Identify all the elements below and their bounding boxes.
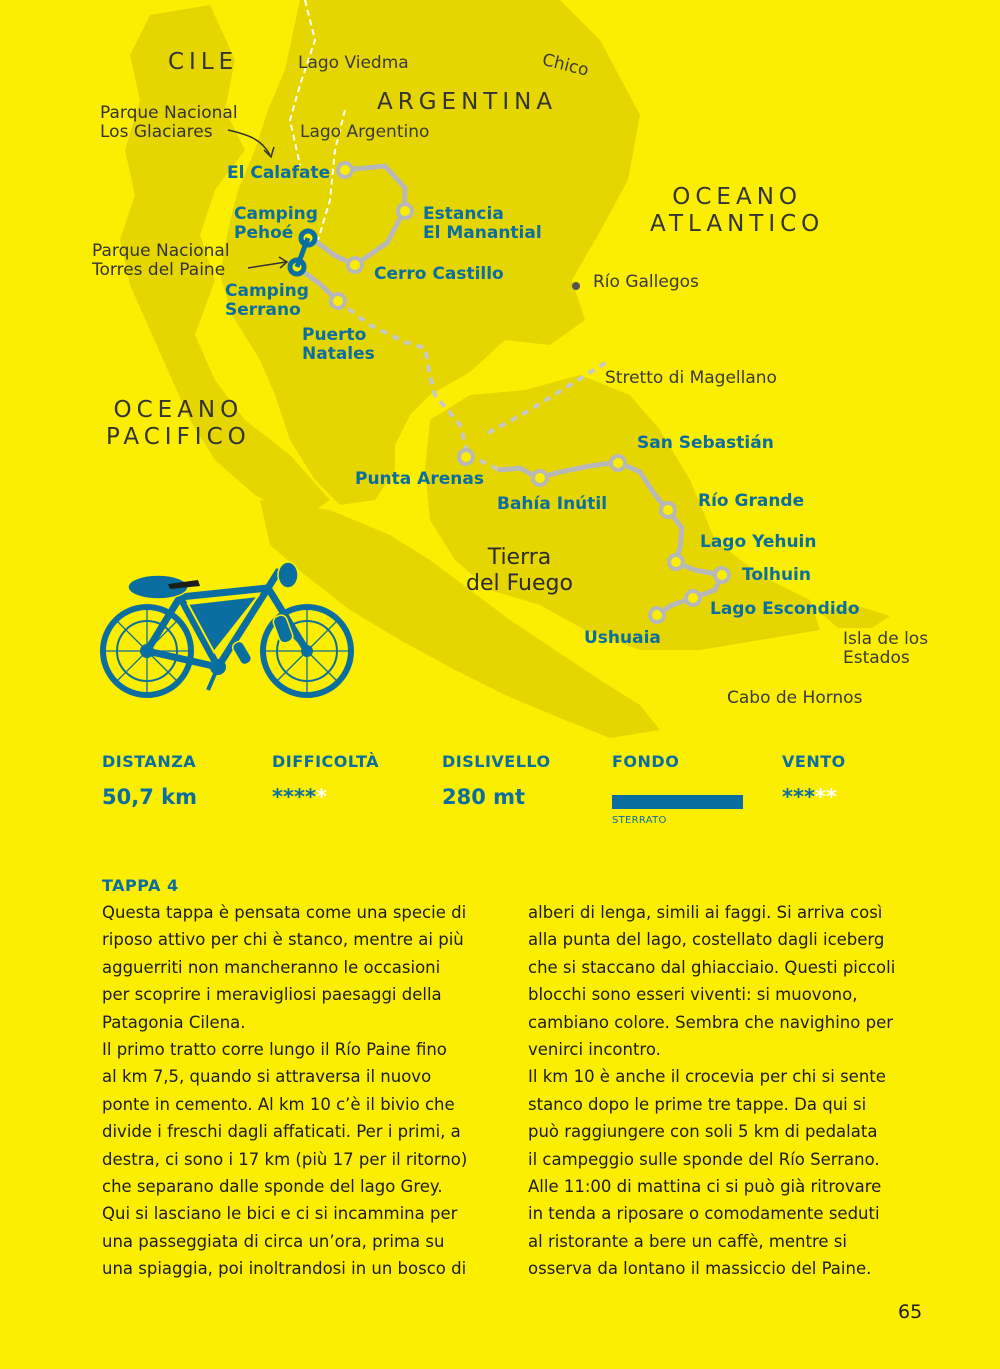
place-stretto-magellano: Stretto di Magellano [605,368,777,388]
stop-marker-icon [611,456,625,470]
text-line: riposo attivo per chi è stanco, mentre ai più [102,930,464,950]
ocean-label-atlantic [650,184,824,238]
park-glaciares-line: Los Glaciares [100,122,213,142]
stop-label-ushuaia: Ushuaia [584,628,661,648]
stop-label-rio-grande: Río Grande [698,491,805,511]
stat-vento-label: VENTO [782,752,846,771]
text-line: blocchi sono esseri viventi: si muovono, [528,985,858,1005]
stop-label-cerro-castillo: Cerro Castillo [374,264,504,284]
place-isla-estados [843,630,928,668]
place-rio-gallegos: Río Gallegos [593,272,699,292]
ocean-label-pacific [106,397,251,451]
stop-label-line: Serrano [225,300,301,320]
text-line: per scoprire i meravigliosi paesaggi della [102,985,442,1005]
text-line: al km 7,5, quando si attraversa il nuovo [102,1067,432,1087]
place-isla-estados-line: Estados [843,648,910,668]
text-line: in tenda a riposare o comodamente seduti [528,1204,880,1224]
star-empty-icon: ** [814,785,837,809]
stop-marker-icon [661,503,675,517]
text-line: Il primo tratto corre lungo il Río Paine fino [102,1040,447,1060]
place-lago-viedma: Lago Viedma [298,53,409,73]
stat-distanza [102,752,197,809]
region-tierra-del-fuego [466,545,573,597]
text-line: che si staccano dal ghiacciaio. Questi piccoli [528,957,896,977]
stop-label-lago-yehuin: Lago Yehuin [700,532,817,552]
park-glaciares [100,104,238,142]
stop-marker-icon [338,163,352,177]
stop-label-line: Natales [302,344,375,364]
text-line: divide i freschi dagli affaticati. Per i primi, a [102,1122,461,1142]
stop-label-punta-arenas: Punta Arenas [355,469,484,489]
star-empty-icon: * [315,785,327,809]
ocean-label-atlantic-line: ATLANTICO [650,211,825,237]
stop-marker-icon [459,450,473,464]
stop-marker-icon [398,204,412,218]
stat-fondo [612,752,743,826]
stat-vento [782,752,846,809]
text-line: può raggiungere con soli 5 km di pedalata [528,1122,878,1142]
place-chico: Chico [540,50,591,81]
region-line: del Fuego [466,571,573,596]
text-line: che separano dalle sponde del lago Grey. [102,1177,443,1197]
text-line: Alle 11:00 di mattina ci si può già ritrovare [528,1177,882,1197]
stop-label-lago-escondido: Lago Escondido [710,599,860,619]
stop-label-tolhuin: Tolhuin [742,565,811,585]
park-torres-line: Parque Nacional [92,241,230,261]
ocean-label-pacific-line: OCEANO [113,397,244,423]
text-line: alla punta del lago, costellato dagli iceberg [528,930,885,950]
stop-marker-icon [533,471,547,485]
stop-label-puerto-natales [302,326,375,364]
stat-dislivello-label: DISLIVELLO [442,752,551,771]
stat-fondo-label: FONDO [612,752,680,771]
fondo-bar [612,795,743,809]
stat-difficolta [272,752,379,809]
stage-title: TAPPA 4 [102,876,179,895]
star-filled-icon: *** [782,785,815,809]
stop-marker-icon [650,608,664,622]
stat-difficolta-label: DIFFICOLTÀ [272,752,379,771]
stop-label-line: Estancia [423,204,504,224]
ocean-label-pacific-line: PACIFICO [106,424,251,450]
city-dot-icon [572,282,580,290]
stop-marker-icon [348,258,362,272]
stop-label-bahia-inutil: Bahía Inútil [497,494,608,514]
stop-marker-icon [331,294,345,308]
stop-label-line: Pehoé [234,223,294,243]
place-isla-estados-line: Isla de los [843,629,929,649]
stop-label-el-calafate: El Calafate [227,163,331,183]
bicycle-icon [103,562,351,695]
park-torres [92,242,230,280]
fondo-caption: STERRATO [612,815,667,826]
ocean-label-atlantic-line: OCEANO [672,184,803,210]
text-line: Qui si lasciano le bici e ci si incammina per [102,1204,458,1224]
text-line: stanco dopo le prime tre tappe. Da qui si [528,1094,867,1114]
text-line: una passeggiata di circa un’ora, prima su [102,1231,445,1251]
region-line: Tierra [487,545,552,570]
stop-label-camping-pehoe [234,205,318,243]
country-label-argentina: ARGENTINA [377,89,558,115]
stop-label-camping-serrano [225,282,309,320]
place-cabo-hornos: Cabo de Hornos [727,688,863,708]
text-line: cambiano colore. Sembra che navighino per [528,1012,894,1032]
stop-label-line: Camping [225,281,309,301]
text-column-left [102,899,502,1283]
text-line: una spiaggia, poi inoltrandosi in un bosco di [102,1259,467,1279]
place-lago-argentino: Lago Argentino [300,122,430,142]
text-line: venirci incontro. [528,1040,661,1060]
text-line: al ristorante a bere un caffè, mentre si [528,1231,847,1251]
text-line: osserva da lontano il massiccio del Paine. [528,1259,872,1279]
stat-difficolta-rating [272,785,379,809]
text-line: Questa tappa è pensata come una specie di [102,903,467,922]
stop-label-line: Camping [234,204,318,224]
text-line: ponte in cemento. Al km 10 c’è il bivio che [102,1094,455,1114]
stat-dislivello [442,752,551,809]
stop-label-line: El Manantial [423,223,542,243]
text-line: il campeggio sulle sponde del Río Serrano. [528,1149,880,1169]
park-glaciares-line: Parque Nacional [100,103,238,123]
stop-label-estancia [423,205,542,243]
stat-vento-rating [782,785,846,809]
text-line: destra, ci sono i 17 km (più 17 per il ritorno) [102,1149,468,1169]
stop-label-line: Puerto [302,325,367,345]
text-line: agguerriti non mancheranno le occasioni [102,957,441,977]
page-number: 65 [898,1301,923,1323]
star-filled-icon: **** [272,785,316,809]
stop-marker-icon [686,591,700,605]
stat-distanza-label: DISTANZA [102,752,197,771]
text-line: Il km 10 è anche il crocevia per chi si sente [528,1067,886,1087]
text-line: alberi di lenga, simili ai faggi. Si arriva così [528,903,883,922]
text-column-right [528,899,928,1283]
park-torres-line: Torres del Paine [92,260,226,280]
stat-dislivello-value: 280 mt [442,785,526,809]
text-line: Patagonia Cilena. [102,1012,246,1032]
stop-marker-icon [715,568,729,582]
stop-marker-icon [669,555,683,569]
country-label-chile: CILE [168,49,239,75]
stat-distanza-value: 50,7 km [102,785,197,809]
stop-label-san-sebastian: San Sebastián [637,433,774,453]
